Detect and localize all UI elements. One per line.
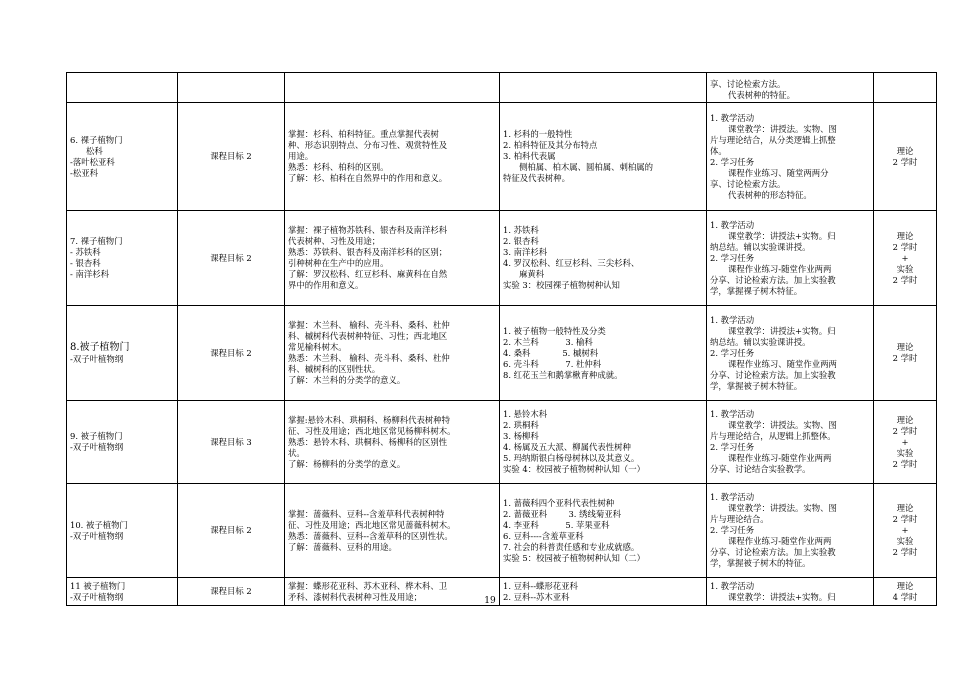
activity-line: 学，掌握被子树木特征。 [710, 380, 803, 391]
activity-line: 代表树种的特征。 [728, 90, 795, 100]
activity-line: 课堂教学：讲授法+实物。归 [728, 591, 836, 602]
requirement-line: 矛科、漆树科代表树种习性及用途； [288, 591, 422, 602]
requirements-cell [285, 73, 500, 103]
content-line: 6. 壳斗科 7. 杜仲科 [503, 358, 602, 369]
topic-cell [67, 103, 178, 211]
activity-line: 课堂教学：讲授法+实物。归 [728, 325, 836, 336]
content-line: 3. 南洋杉科 [503, 247, 548, 257]
requirement-line: 征、习性及用途；西北地区常见杨柳科树木。 [288, 425, 456, 436]
topic-line: -双子叶植物纲 [70, 591, 124, 602]
hours-line: 2 学时 [892, 514, 918, 524]
hours-cell [874, 211, 937, 306]
content-line: 4. 杨属及五大派、柳属代表性树种 [503, 442, 631, 452]
table-row [67, 306, 937, 401]
topic-line: -松亚科 [70, 167, 98, 178]
requirement-line: 熟悉：杉科、柏科的区别。 [288, 162, 389, 172]
content-line: 实验 5：校园被子植物树种认知（二） [503, 552, 645, 563]
hours-line: 2 学时 [892, 156, 918, 167]
activity-line: 1. 教学活动 [710, 409, 755, 419]
activity-line: 代表树种的形态特征。 [728, 189, 812, 200]
hours-cell [874, 484, 937, 578]
content-line: 8. 红花玉兰和鹅掌楸育种成就。 [503, 369, 623, 380]
hours-line: 理论 [896, 414, 914, 425]
activity-line: 课程作业练习-随堂作业两两 [728, 536, 832, 546]
requirements-cell [285, 401, 500, 484]
content-line: 6. 豆科----含羞草亚科 [503, 530, 584, 541]
topic-line: 11 被子植物门 [70, 580, 126, 591]
requirements-cell [285, 306, 500, 401]
table-row [67, 103, 937, 211]
course-goal: 课程目标 2 [210, 586, 252, 596]
page-number: 19 [484, 596, 496, 606]
content-line: 实验 4：校园被子植物树种认知（一） [503, 464, 645, 474]
requirement-line: 了解：木兰科的分类学的意义。 [288, 375, 406, 385]
topic-cell [67, 306, 178, 401]
activity-line: 1. 教学活动 [710, 492, 755, 502]
goal-cell [178, 484, 285, 578]
course-goal: 课程目标 2 [210, 252, 252, 263]
course-goal: 课程目标 2 [210, 151, 252, 161]
course-goal: 课程目标 2 [210, 525, 252, 535]
requirement-line: 引种树种在生产中的应用。 [288, 258, 389, 268]
activity-line: 课堂教学：讲授法+实物。归 [728, 230, 836, 241]
syllabus-table [66, 72, 937, 606]
content-cell [500, 211, 707, 306]
hours-line: 2 学时 [892, 425, 918, 436]
content-line: 侧柏属、柏木属、圆柏属、刺柏属的 [519, 162, 653, 172]
hours-line: 4 学时 [892, 591, 918, 602]
content-line: 实验 3：校园裸子植物树种认知 [503, 280, 620, 290]
hours-line: 实验 [896, 263, 914, 274]
requirements-cell [285, 211, 500, 306]
topic-cell [67, 401, 178, 484]
activity-line: 1. 教学活动 [710, 112, 755, 123]
topic-line: - 苏铁科 [70, 247, 101, 257]
activity-line: 课程作业练习-随堂作业两两 [728, 453, 832, 463]
hours-line: 理论 [896, 580, 914, 591]
content-line: 2. 珙桐科 [503, 420, 539, 430]
requirement-line: 科、槭树科的区别性状。 [288, 364, 381, 374]
activity-line: 片与理论结合。 [710, 514, 769, 524]
activity-line: 课堂教学：讲授法。实物、图 [728, 503, 837, 513]
content-line: 2. 蔷薇亚科 3. 绣线菊亚科 [503, 508, 621, 519]
content-cell [500, 306, 707, 401]
activities-cell [707, 401, 874, 484]
activity-line: 2. 学习任务 [710, 442, 755, 452]
course-goal: 课程目标 3 [210, 436, 252, 447]
activity-line: 课程作业练习、随堂作业两两 [728, 358, 837, 369]
activity-line: 1. 教学活动 [710, 219, 755, 230]
requirement-line: 掌握：蝶形花亚科、苏木亚科、桦木科、卫 [288, 580, 448, 591]
requirement-line: 了解：蔷薇科、豆科的用途。 [288, 541, 397, 552]
table-row [67, 211, 937, 306]
topic-line: -落叶松亚科 [70, 156, 115, 167]
hours-line: + [901, 436, 909, 447]
topic-line: - 南洋杉科 [70, 269, 109, 279]
activity-line: 课程作业练习-随堂作业两两 [728, 263, 832, 274]
content-line: 3. 柏科代表属 [503, 151, 556, 161]
content-line: 1. 悬铃木科 [503, 409, 548, 419]
activities-cell [707, 211, 874, 306]
activity-line: 学，掌握裸子树木特征。 [710, 285, 803, 296]
topic-cell [67, 73, 178, 103]
topic-cell [67, 211, 178, 306]
requirement-line: 掌握：杉科、柏科特征。重点掌握代表树 [288, 129, 439, 139]
activity-line: 课堂教学：讲授法。实物、图 [728, 123, 837, 134]
goal-cell [178, 401, 285, 484]
activity-line: 课堂教学：讲授法。实物、图 [728, 420, 837, 430]
hours-cell [874, 73, 937, 103]
goal-cell [178, 103, 285, 211]
goal-cell [178, 73, 285, 103]
content-cell [500, 73, 707, 103]
requirement-line: 用途。 [288, 151, 314, 161]
hours-line: 理论 [896, 503, 914, 513]
activity-line: 2. 学习任务 [710, 525, 755, 535]
requirements-cell [285, 103, 500, 211]
topic-line: -双子叶植物纲 [70, 354, 124, 364]
hours-line: 2 学时 [892, 241, 918, 252]
topic-cell [67, 484, 178, 578]
topic-line: 10. 被子植物门 [70, 519, 128, 530]
requirement-line: 状。 [288, 447, 305, 458]
activity-line: 分享、讨论检索方法。加上实验教 [710, 274, 836, 285]
content-line: 2. 豆科--苏木亚科 [503, 591, 570, 602]
activity-line: 纳总结。辅以实验课讲授。 [710, 241, 811, 252]
activity-line: 课程作业练习、随堂两两分 [728, 167, 829, 178]
hours-line: + [901, 525, 909, 535]
content-line: 1. 苏铁科 [503, 225, 539, 235]
content-line: 2. 银杏科 [503, 236, 539, 246]
content-cell [500, 484, 707, 578]
content-line: 麻黄科 [519, 269, 545, 279]
content-cell [500, 401, 707, 484]
requirement-line: 熟悉：木兰科、 榆科、壳斗科、桑科、杜仲 [288, 353, 450, 363]
requirement-line: 征、习性及用途；西北地区常见蔷薇科树木。 [288, 519, 456, 530]
content-line: 特征及代表树种。 [503, 173, 570, 183]
activity-line: 2. 学习任务 [710, 347, 755, 358]
topic-line: 6. 裸子植物门 [70, 134, 123, 145]
content-line: 1. 杉科的一般特性 [503, 129, 573, 139]
content-line: 1. 蔷薇科四个亚科代表性树种 [503, 497, 615, 508]
activity-line: 纳总结。辅以实验课讲授。 [710, 336, 811, 347]
activity-line: 片与理论结合，从分类逻辑上抓整 [710, 134, 836, 145]
content-line: 3. 杨柳科 [503, 431, 539, 441]
requirement-line: 科、槭树科代表树种特征、习性；西北地区 [288, 331, 448, 341]
activities-cell [707, 103, 874, 211]
activities-cell [707, 73, 874, 103]
hours-line: + [901, 252, 909, 263]
activity-line: 片与理论结合，从逻辑上抓整体。 [710, 431, 836, 441]
requirement-line: 了解：杨柳科的分类学的意义。 [288, 458, 406, 469]
content-cell [500, 103, 707, 211]
content-line: 4. 罗汉松科、红豆杉科、三尖杉科、 [503, 258, 640, 268]
hours-line: 理论 [896, 145, 914, 156]
hours-line: 2 学时 [892, 274, 918, 285]
hours-line: 理论 [896, 230, 914, 241]
requirement-line: 界中的作用和意义。 [288, 280, 364, 290]
topic-line: -双子叶植物纲 [70, 442, 124, 452]
hours-line: 实验 [896, 536, 914, 546]
requirement-line: 掌握：裸子植物苏铁科、银杏科及南洋杉科 [288, 225, 448, 235]
hours-cell [874, 401, 937, 484]
topic-line: - 银杏科 [70, 258, 101, 268]
content-line: 5. 玛纳斯银白杨母树林以及其意义。 [503, 453, 640, 463]
activity-line: 享、讨论检索方法。 [710, 79, 786, 89]
activity-line: 1. 教学活动 [710, 580, 755, 591]
requirement-line: 种、形态识别特点、分布习性、观赏特性及 [288, 140, 448, 150]
activity-line: 体。 [710, 145, 727, 156]
hours-cell [874, 306, 937, 401]
requirements-cell [285, 484, 500, 578]
hours-line: 2 学时 [892, 458, 918, 469]
table-row [67, 401, 937, 484]
activity-line: 学，掌握被子树木的特征。 [710, 558, 811, 568]
topic-line: 9. 被子植物门 [70, 431, 123, 441]
hours-line: 理论 [896, 342, 914, 352]
requirement-line: 掌握：蔷薇科、豆科--含羞草科代表树种特 [288, 508, 445, 519]
content-line: 1. 豆科--蝶形花亚科 [503, 580, 578, 591]
activity-line: 2. 学习任务 [710, 252, 755, 263]
content-line: 1. 被子植物一般特性及分类 [503, 325, 606, 336]
content-line: 7. 社会的科普责任感和专业成就感。 [503, 541, 640, 552]
topic-line: 7. 裸子植物门 [70, 236, 123, 246]
activities-cell [707, 484, 874, 578]
requirement-line: 代表树种、习性及用途； [288, 236, 381, 246]
requirement-line: 熟悉：蔷薇科、豆科--含羞草科的区别性状。 [288, 530, 453, 541]
requirement-line: 常见榆科树木。 [288, 342, 347, 352]
topic-line: 8.被子植物门 [70, 342, 130, 353]
activity-line: 享、讨论检索方法。 [710, 178, 786, 189]
topic-line: 松科 [86, 145, 103, 156]
activity-line: 分享、讨论结合实验教学。 [710, 464, 811, 474]
hours-line: 2 学时 [892, 547, 918, 557]
content-line: 4. 李亚科 5. 苹果亚科 [503, 519, 610, 530]
content-line: 2. 木兰科 3. 榆科 [503, 336, 593, 347]
hours-line: 实验 [896, 447, 914, 458]
goal-cell [178, 306, 285, 401]
activity-line: 分享、讨论检索方法。加上实验教 [710, 369, 836, 380]
requirement-line: 掌握:悬铃木科、珙桐科、杨柳科代表树种特 [288, 414, 450, 425]
goal-cell [178, 211, 285, 306]
activity-line: 分享、讨论检索方法。加上实验教 [710, 547, 836, 557]
content-line: 2. 柏科特征及其分布特点 [503, 140, 598, 150]
table-row [67, 484, 937, 578]
hours-cell [874, 103, 937, 211]
course-goal: 课程目标 2 [210, 347, 252, 358]
content-line: 4. 桑科 5. 槭树科 [503, 347, 599, 358]
topic-line: -双子叶植物纲 [70, 530, 124, 541]
requirement-line: 熟悉：悬铃木科、珙桐科、杨柳科的区别性 [288, 436, 448, 447]
activity-line: 2. 学习任务 [710, 156, 755, 167]
hours-line: 2 学时 [892, 353, 918, 363]
requirement-line: 了解：杉、柏科在自然界中的作用和意义。 [288, 173, 448, 183]
activity-line: 1. 教学活动 [710, 314, 755, 325]
requirement-line: 熟悉：苏铁科、银杏科及南洋杉科的区别； [288, 247, 448, 257]
table-row [67, 73, 937, 103]
requirement-line: 掌握：木兰科、 榆科、壳斗科、桑科、杜仲 [288, 320, 450, 330]
requirement-line: 了解：罗汉松科、红豆杉科、麻黄科在自然 [288, 269, 448, 279]
activities-cell [707, 306, 874, 401]
